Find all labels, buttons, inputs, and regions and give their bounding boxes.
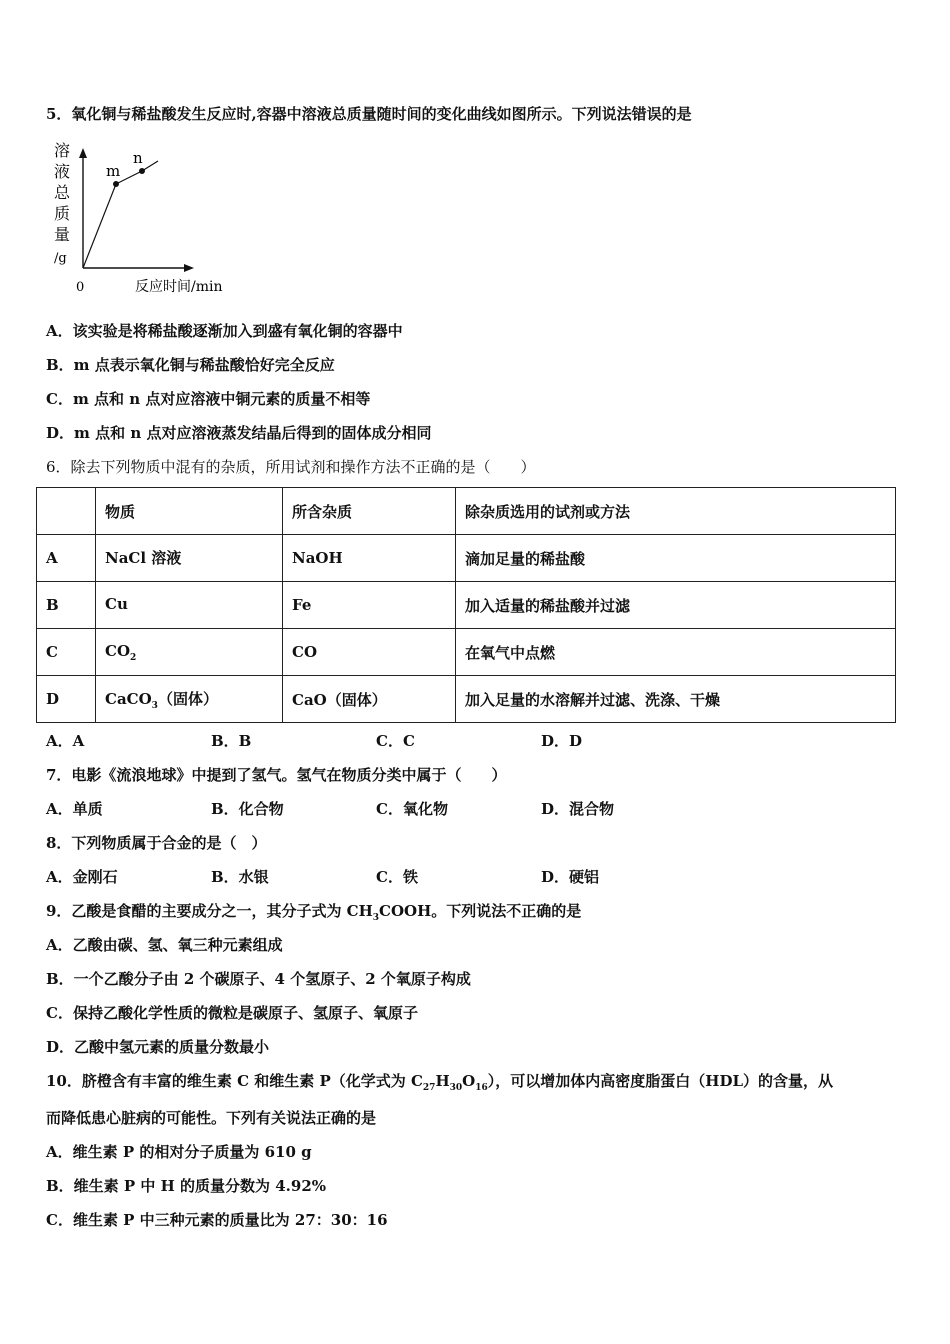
q5-option-b: B．m 点表示氧化铜与稀盐酸恰好完全反应 — [46, 356, 335, 374]
row-impurity: CO — [283, 629, 456, 676]
q7-option-c: C．氧化物 — [376, 800, 448, 818]
q10-option-a: A．维生素 P 的相对分子质量为 610 g — [46, 1143, 312, 1161]
row-method: 加入足量的水溶解并过滤、洗涤、干燥 — [456, 676, 896, 723]
graph-origin: 0 — [76, 280, 85, 295]
table-row — [37, 629, 896, 676]
row-method: 滴加足量的稀盐酸 — [456, 535, 896, 582]
graph-y-arrow — [79, 148, 87, 158]
graph-x-arrow — [184, 264, 194, 272]
row-label: B — [37, 582, 96, 629]
row-method: 加入适量的稀盐酸并过滤 — [456, 582, 896, 629]
q9-stem: 9．乙酸是食醋的主要成分之一，其分子式为 $CH_3COOH$。下列说法不正确的是 — [46, 902, 582, 923]
row-substance: CaCO$_3$（固体） — [96, 676, 283, 723]
row-impurity: Fe — [283, 582, 456, 629]
q5-option-a: A．该实验是将稀盐酸逐渐加入到盛有氧化铜的容器中 — [46, 322, 403, 340]
q10-option-b: B．维生素 P 中 H 的质量分数为 4.92% — [46, 1177, 327, 1195]
q10-option-c: C．维生素 P 中三种元素的质量比为 27：30：16 — [46, 1211, 388, 1229]
q8-option-a: A．金刚石 — [46, 868, 118, 886]
table-header-cell: 除杂质选用的试剂或方法 — [456, 488, 896, 535]
q7-stem: 7．电影《流浪地球》中提到了氢气。氢气在物质分类中属于（ ） — [46, 766, 507, 784]
q9-option-a: A．乙酸由碳、氢、氧三种元素组成 — [46, 936, 283, 954]
graph-label-n: n — [133, 149, 143, 167]
table-header-cell — [37, 488, 96, 535]
table-header-cell: 所含杂质 — [283, 488, 456, 535]
graph-point-m — [113, 181, 119, 187]
row-label: C — [37, 629, 96, 676]
q5-option-d: D．m 点和 n 点对应溶液蒸发结晶后得到的固体成分相同 — [46, 424, 432, 442]
q5-option-c: C．m 点和 n 点对应溶液中铜元素的质量不相等 — [46, 390, 371, 408]
table-row — [37, 582, 896, 629]
q5-stem: 5．氧化铜与稀盐酸发生反应时,容器中溶液总质量随时间的变化曲线如图所示。下列说法错误的是 — [46, 105, 692, 123]
graph-curve — [83, 161, 158, 268]
row-label: D — [37, 676, 96, 723]
row-substance: NaCl 溶液 — [96, 535, 283, 582]
row-label: A — [37, 535, 96, 582]
q7-option-a: A．单质 — [46, 800, 103, 818]
q8-option-c: C．铁 — [376, 868, 418, 886]
q6-table — [36, 487, 896, 723]
q8-option-d: D．硬铝 — [541, 868, 600, 886]
q6-stem: 6．除去下列物质中混有的杂质，所用试剂和操作方法不正确的是（ ） — [46, 458, 536, 476]
q5-mass-time-graph — [50, 138, 250, 300]
graph-ylabel-char: 量 — [54, 225, 71, 244]
q7-option-b: B．化合物 — [211, 800, 284, 818]
row-substance: Cu — [96, 582, 283, 629]
graph-yunit: /g — [54, 251, 67, 266]
row-method: 在氧气中点燃 — [456, 629, 896, 676]
q6-option-c: C．C — [376, 732, 415, 750]
q7-option-d: D．混合物 — [541, 800, 615, 818]
q10-stem-line1: 10．脐橙含有丰富的维生素 C 和维生素 P（化学式为 $C_{27}H_{30}O_{16}$），可以增加体内高密度脂蛋白（HDL）的含量，从 — [46, 1072, 834, 1093]
q9-option-c: C．保持乙酸化学性质的微粒是碳原子、氢原子、氧原子 — [46, 1004, 418, 1022]
q10-stem-line2: 而降低患心脏病的可能性。下列有关说法正确的是 — [46, 1109, 377, 1127]
graph-point-n — [139, 168, 145, 174]
table-header-row — [37, 488, 896, 535]
row-impurity: CaO（固体） — [283, 676, 456, 723]
q8-option-b: B．水银 — [211, 868, 269, 886]
q6-option-b: B．B — [211, 732, 252, 750]
q8-stem: 8．下列物质属于合金的是（ ） — [46, 834, 267, 852]
graph-ylabel-char: 液 — [54, 162, 71, 181]
table-row — [37, 676, 896, 723]
row-substance: $CO_2$ — [96, 629, 283, 676]
graph-ylabel-char: 质 — [54, 204, 71, 223]
q6-option-a: A．A — [46, 732, 85, 750]
q6-option-d: D．D — [541, 732, 583, 750]
q9-option-b: B．一个乙酸分子由 2 个碳原子、4 个氢原子、2 个氧原子构成 — [46, 970, 471, 988]
table-header-cell: 物质 — [96, 488, 283, 535]
graph-label-m: m — [106, 162, 121, 180]
graph-ylabel-char: 总 — [54, 183, 71, 202]
row-impurity: NaOH — [283, 535, 456, 582]
graph-ylabel-char: 溶 — [54, 141, 71, 160]
q9-option-d: D．乙酸中氢元素的质量分数最小 — [46, 1038, 270, 1056]
table-row — [37, 535, 896, 582]
graph-xlabel: 反应时间/min — [135, 279, 223, 295]
